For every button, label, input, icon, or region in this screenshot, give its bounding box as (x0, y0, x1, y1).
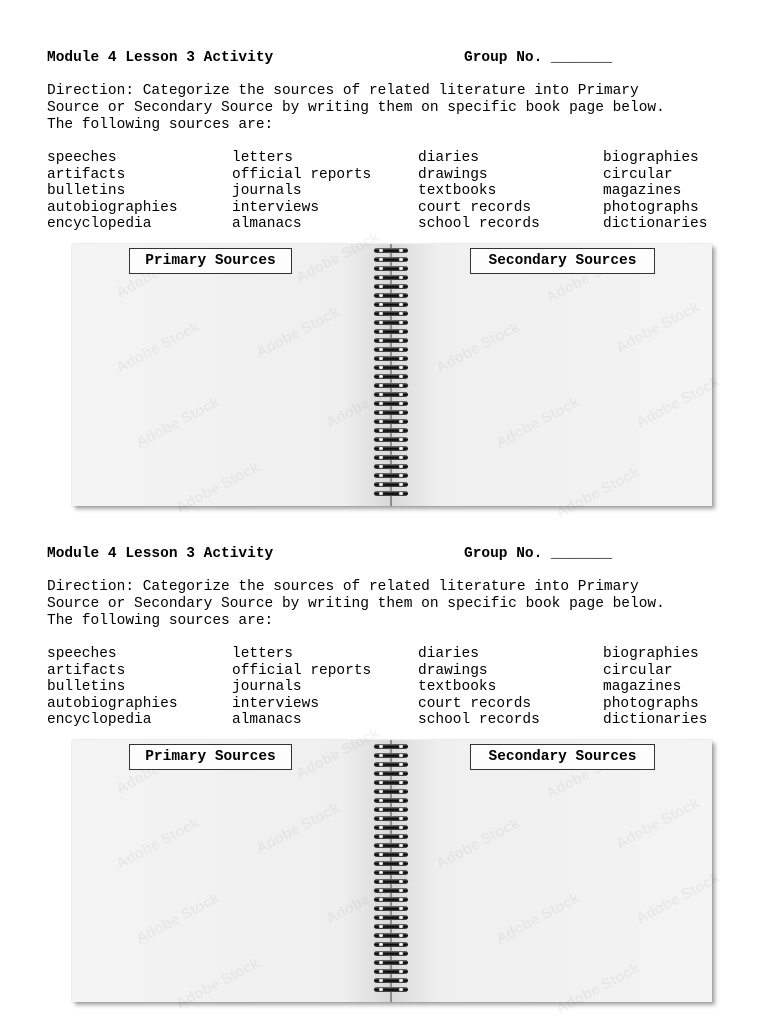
spiral-ring (374, 879, 408, 884)
spiral-ring (374, 311, 408, 316)
spiral-ring (374, 843, 408, 848)
spiral-ring (374, 347, 408, 352)
activity-title: Module 4 Lesson 3 Activity (47, 50, 274, 66)
source-item: photographs (603, 695, 699, 712)
source-item: speeches (47, 150, 117, 166)
activity-title: Module 4 Lesson 3 Activity (47, 546, 274, 562)
source-item: court records (418, 199, 532, 216)
source-item: court records (418, 695, 532, 712)
source-item: journals (232, 679, 302, 695)
source-item: drawings (418, 166, 488, 183)
spiral-ring (374, 906, 408, 911)
source-item: autobiographies (47, 199, 178, 216)
source-item: almanacs (232, 216, 302, 232)
spiral-ring (374, 960, 408, 965)
spiral-ring (374, 915, 408, 920)
spiral-ring (374, 410, 408, 415)
spiral-ring (374, 419, 408, 424)
spiral-ring (374, 437, 408, 442)
sources-row (47, 679, 767, 696)
source-item: letters (232, 646, 293, 662)
source-item: journals (232, 183, 302, 199)
spiral-ring (374, 491, 408, 496)
direction-text (47, 579, 747, 630)
spiral-ring (374, 401, 408, 406)
direction-line: Source or Secondary Source by writing them on specific book page below. (47, 100, 665, 116)
sources-row (47, 150, 767, 167)
source-item: school records (418, 216, 540, 232)
direction-line: The following sources are: (47, 117, 274, 133)
activity-section-2 (0, 504, 768, 1000)
source-item: almanacs (232, 712, 302, 728)
spiral-ring (374, 446, 408, 451)
sources-row (47, 646, 767, 663)
spiral-ring (374, 762, 408, 767)
source-item: magazines (603, 679, 682, 695)
spiral-ring (374, 933, 408, 938)
direction-line: Source or Secondary Source by writing them on specific book page below. (47, 596, 665, 612)
source-item: dictionaries (603, 712, 708, 728)
source-item: letters (232, 150, 293, 166)
spiral-ring (374, 753, 408, 758)
spiral-ring (374, 302, 408, 307)
secondary-sources-label: Secondary Sources (470, 744, 655, 770)
sources-row (47, 216, 767, 233)
spiral-ring (374, 798, 408, 803)
direction-line: The following sources are: (47, 613, 274, 629)
source-item: textbooks (418, 183, 497, 199)
source-item: interviews (232, 199, 320, 216)
spiral-ring (374, 428, 408, 433)
sources-list (47, 646, 767, 729)
spiral-ring (374, 789, 408, 794)
secondary-sources-label: Secondary Sources (470, 248, 655, 274)
spiral-ring (374, 978, 408, 983)
spiral-ring (374, 852, 408, 857)
source-item: artifacts (47, 166, 126, 183)
source-item: diaries (418, 646, 479, 662)
spiral-ring (374, 455, 408, 460)
source-item: artifacts (47, 662, 126, 679)
spiral-ring (374, 329, 408, 334)
spiral-binding (374, 248, 410, 500)
source-item: circular (603, 662, 673, 679)
source-item: official reports (232, 166, 372, 183)
spiral-ring (374, 834, 408, 839)
spiral-ring (374, 942, 408, 947)
source-item: bulletins (47, 679, 126, 695)
group-number-field: Group No. _______ (464, 546, 612, 562)
primary-sources-label: Primary Sources (129, 744, 292, 770)
spiral-ring (374, 870, 408, 875)
spiral-ring (374, 771, 408, 776)
spiral-ring (374, 951, 408, 956)
spiral-ring (374, 248, 408, 253)
primary-sources-label: Primary Sources (129, 248, 292, 274)
spiral-ring (374, 987, 408, 992)
spiral-ring (374, 356, 408, 361)
spiral-ring (374, 924, 408, 929)
source-item: autobiographies (47, 695, 178, 712)
source-item: bulletins (47, 183, 126, 199)
spiral-ring (374, 293, 408, 298)
secondary-sources-page[interactable] (390, 244, 712, 506)
sources-row (47, 167, 767, 184)
source-item: drawings (418, 662, 488, 679)
source-item: encyclopedia (47, 712, 152, 728)
source-item: school records (418, 712, 540, 728)
spiral-ring (374, 780, 408, 785)
direction-line: Direction: Categorize the sources of related literature into Primary (47, 83, 639, 99)
source-item: official reports (232, 662, 372, 679)
direction-line: Direction: Categorize the sources of related literature into Primary (47, 579, 639, 595)
sources-list (47, 150, 767, 233)
direction-text (47, 83, 747, 134)
source-item: diaries (418, 150, 479, 166)
spiral-notebook (72, 740, 712, 1002)
source-item: interviews (232, 695, 320, 712)
sources-row (47, 696, 767, 713)
spiral-ring (374, 383, 408, 388)
spiral-ring (374, 275, 408, 280)
spiral-ring (374, 888, 408, 893)
spiral-ring (374, 338, 408, 343)
spiral-ring (374, 374, 408, 379)
activity-section-1 (0, 8, 768, 504)
source-item: biographies (603, 150, 699, 166)
spiral-ring (374, 816, 408, 821)
sources-row (47, 200, 767, 217)
spiral-ring (374, 473, 408, 478)
spiral-ring (374, 482, 408, 487)
spiral-ring (374, 284, 408, 289)
source-item: circular (603, 166, 673, 183)
spiral-ring (374, 897, 408, 902)
group-number-field: Group No. _______ (464, 50, 612, 66)
sources-row (47, 663, 767, 680)
source-item: speeches (47, 646, 117, 662)
spiral-ring (374, 320, 408, 325)
spiral-binding (374, 744, 410, 996)
spiral-ring (374, 365, 408, 370)
source-item: dictionaries (603, 216, 708, 232)
source-item: textbooks (418, 679, 497, 695)
source-item: encyclopedia (47, 216, 152, 232)
source-item: photographs (603, 199, 699, 216)
sources-row (47, 712, 767, 729)
spiral-ring (374, 257, 408, 262)
sources-row (47, 183, 767, 200)
spiral-ring (374, 825, 408, 830)
spiral-ring (374, 392, 408, 397)
spiral-ring (374, 464, 408, 469)
spiral-ring (374, 266, 408, 271)
source-item: magazines (603, 183, 682, 199)
spiral-notebook (72, 244, 712, 506)
spiral-ring (374, 969, 408, 974)
spiral-ring (374, 807, 408, 812)
source-item: biographies (603, 646, 699, 662)
spiral-ring (374, 861, 408, 866)
secondary-sources-page[interactable] (390, 740, 712, 1002)
spiral-ring (374, 744, 408, 749)
